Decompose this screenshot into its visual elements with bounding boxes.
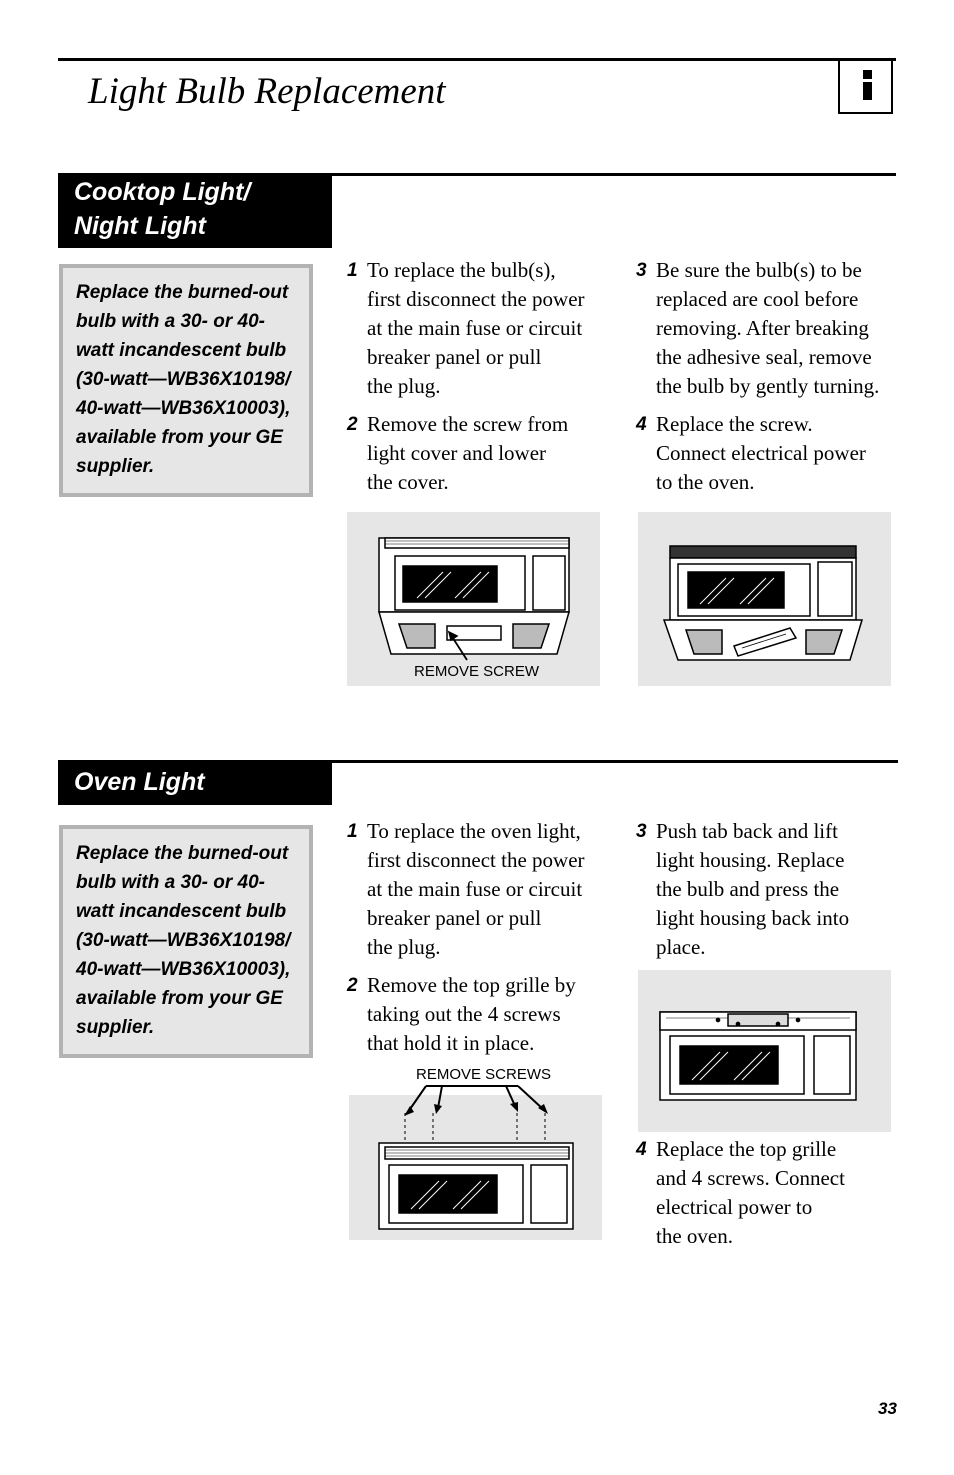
- cooktop-section-rule: [332, 173, 896, 176]
- cooktop-figure-remove-screw: [347, 512, 600, 686]
- step-number: 4: [636, 1139, 647, 1160]
- step-number: 1: [347, 260, 358, 281]
- oven-section-heading: Oven Light: [58, 760, 332, 805]
- microwave-cover-open-illustration: [638, 512, 891, 686]
- info-icon-bar: [863, 82, 872, 100]
- cooktop-heading-line1: Cooktop Light/: [74, 178, 251, 206]
- step-number: 3: [636, 821, 647, 842]
- microwave-cover-closed-illustration: [347, 512, 600, 686]
- oven-section-rule: [332, 760, 898, 763]
- page-number: 33: [878, 1399, 897, 1418]
- remove-screw-label: REMOVE SCREW: [414, 663, 540, 680]
- step-number: 2: [347, 414, 358, 435]
- remove-screws-arrows: [398, 1082, 554, 1118]
- step-text: To replace the oven light, first disconnect the power at the main fuse or circuit breaker panel or pull the plug.: [367, 819, 585, 959]
- step-text: Be sure the bulb(s) to be replaced are cool before removing. After breaking the adhesive seal, remove the bulb by gently turning.: [656, 258, 880, 398]
- step-text: Replace the top grille and 4 screws. Connect electrical power to the oven.: [656, 1137, 845, 1248]
- cooktop-section-heading: [58, 173, 332, 248]
- microwave-light-housing-illustration: [638, 970, 891, 1132]
- oven-figure-light-housing: [638, 970, 891, 1132]
- step-number: 3: [636, 260, 647, 281]
- cooktop-bulb-note: Replace the burned-out bulb with a 30- or 40-watt incandescent bulb (30-watt—WB36X10198/ 40-watt—WB36X10003), available from your GE supplier.: [59, 264, 313, 497]
- step-text: To replace the bulb(s), first disconnect the power at the main fuse or circuit breaker panel or pull the plug.: [367, 258, 585, 398]
- step-number: 4: [636, 414, 647, 435]
- info-icon: [838, 58, 893, 114]
- step-text: Remove the top grille by taking out the 4 screws that hold it in place.: [367, 973, 576, 1055]
- page-title: Light Bulb Replacement: [88, 71, 446, 112]
- step-number: 1: [347, 821, 358, 842]
- cooktop-figure-cover-lowered: [638, 512, 891, 686]
- top-rule: [58, 58, 896, 61]
- step-text: Replace the screw. Connect electrical power to the oven.: [656, 412, 866, 494]
- remove-screws-label: REMOVE SCREWS: [416, 1066, 552, 1083]
- step-number: 2: [347, 975, 358, 996]
- step-text: Remove the screw from light cover and lower the cover.: [367, 412, 569, 494]
- step-text: Push tab back and lift light housing. Replace the bulb and press the light housing back into place.: [656, 819, 850, 959]
- info-icon-dot: [863, 70, 872, 79]
- cooktop-heading-line2: Night Light: [74, 212, 206, 240]
- oven-bulb-note: Replace the burned-out bulb with a 30- or 40-watt incandescent bulb (30-watt—WB36X10198/ 40-watt—WB36X10003), available from your GE supplier.: [59, 825, 313, 1058]
